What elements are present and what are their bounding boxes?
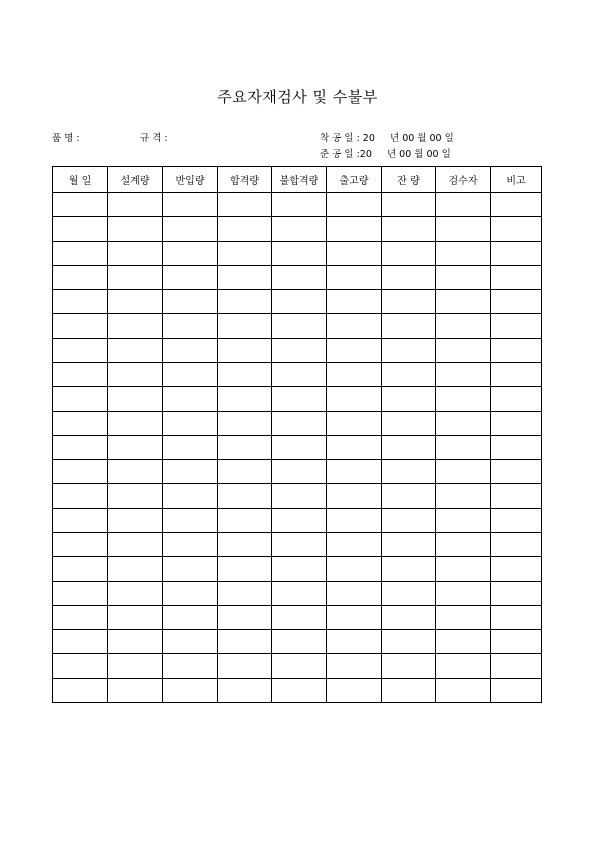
header-remaining-qty: 잔 량 xyxy=(382,167,436,193)
table-cell[interactable] xyxy=(53,411,108,435)
table-cell[interactable] xyxy=(382,338,436,362)
header-rejected-qty: 불합격량 xyxy=(272,167,327,193)
table-cell[interactable] xyxy=(53,265,108,289)
table-cell[interactable] xyxy=(272,290,327,314)
table-row xyxy=(53,460,542,484)
table-cell[interactable] xyxy=(53,484,108,508)
table-cell[interactable] xyxy=(382,605,436,629)
table-cell[interactable] xyxy=(108,411,163,435)
table-cell[interactable] xyxy=(272,338,327,362)
table-cell[interactable] xyxy=(382,265,436,289)
table-cell[interactable] xyxy=(436,314,491,338)
table-cell[interactable] xyxy=(163,508,218,532)
table-cell[interactable] xyxy=(53,557,108,581)
table-cell[interactable] xyxy=(382,290,436,314)
table-cell[interactable] xyxy=(382,678,436,702)
header-row xyxy=(53,167,542,193)
table-cell[interactable] xyxy=(218,241,272,265)
table-cell[interactable] xyxy=(327,241,382,265)
table-row xyxy=(53,265,542,289)
table-cell[interactable] xyxy=(163,557,218,581)
table-cell[interactable] xyxy=(163,241,218,265)
table-cell[interactable] xyxy=(272,581,327,605)
table-cell[interactable] xyxy=(163,411,218,435)
table-cell[interactable] xyxy=(327,387,382,411)
table-cell[interactable] xyxy=(491,508,542,532)
table-cell[interactable] xyxy=(327,678,382,702)
table-cell[interactable] xyxy=(491,411,542,435)
table-cell[interactable] xyxy=(53,581,108,605)
table-cell[interactable] xyxy=(272,411,327,435)
table-cell[interactable] xyxy=(53,314,108,338)
table-cell[interactable] xyxy=(382,630,436,654)
table-cell[interactable] xyxy=(163,484,218,508)
table-cell[interactable] xyxy=(53,460,108,484)
table-cell[interactable] xyxy=(436,387,491,411)
table-cell[interactable] xyxy=(108,630,163,654)
table-cell[interactable] xyxy=(327,460,382,484)
table-cell[interactable] xyxy=(108,338,163,362)
table-cell[interactable] xyxy=(163,362,218,386)
table-cell[interactable] xyxy=(436,193,491,217)
table-cell[interactable] xyxy=(272,314,327,338)
table-row xyxy=(53,654,542,678)
table-cell[interactable] xyxy=(163,193,218,217)
table-cell[interactable] xyxy=(108,193,163,217)
table-cell[interactable] xyxy=(491,460,542,484)
table-cell[interactable] xyxy=(327,435,382,459)
table-cell[interactable] xyxy=(436,362,491,386)
table-cell[interactable] xyxy=(382,435,436,459)
table-cell[interactable] xyxy=(108,435,163,459)
table-row xyxy=(53,532,542,556)
table-cell[interactable] xyxy=(491,338,542,362)
table-cell[interactable] xyxy=(327,532,382,556)
table-cell[interactable] xyxy=(272,532,327,556)
table-cell[interactable] xyxy=(436,265,491,289)
table-cell[interactable] xyxy=(272,217,327,241)
table-row xyxy=(53,630,542,654)
table-cell[interactable] xyxy=(53,362,108,386)
table-cell[interactable] xyxy=(218,654,272,678)
table-cell[interactable] xyxy=(382,654,436,678)
table-cell[interactable] xyxy=(108,605,163,629)
table-cell[interactable] xyxy=(491,581,542,605)
header-design-qty: 설계량 xyxy=(108,167,163,193)
table-cell[interactable] xyxy=(218,460,272,484)
table-cell[interactable] xyxy=(327,581,382,605)
table-cell[interactable] xyxy=(491,605,542,629)
table-cell[interactable] xyxy=(436,605,491,629)
table-cell[interactable] xyxy=(491,532,542,556)
table-cell[interactable] xyxy=(272,460,327,484)
table-cell[interactable] xyxy=(272,508,327,532)
table-cell[interactable] xyxy=(218,338,272,362)
table-cell[interactable] xyxy=(382,508,436,532)
table-cell[interactable] xyxy=(327,193,382,217)
table-cell[interactable] xyxy=(491,678,542,702)
table-cell[interactable] xyxy=(382,217,436,241)
table-cell[interactable] xyxy=(108,557,163,581)
table-row xyxy=(53,435,542,459)
table-cell[interactable] xyxy=(436,484,491,508)
table-cell[interactable] xyxy=(218,581,272,605)
table-cell[interactable] xyxy=(218,193,272,217)
table-cell[interactable] xyxy=(108,314,163,338)
table-cell[interactable] xyxy=(436,508,491,532)
table-cell[interactable] xyxy=(491,387,542,411)
table-cell[interactable] xyxy=(108,654,163,678)
table-row xyxy=(53,678,542,702)
table-cell[interactable] xyxy=(53,678,108,702)
table-cell[interactable] xyxy=(491,265,542,289)
table-cell[interactable] xyxy=(163,654,218,678)
table-cell[interactable] xyxy=(272,265,327,289)
table-cell[interactable] xyxy=(108,290,163,314)
table-cell[interactable] xyxy=(218,630,272,654)
table-cell[interactable] xyxy=(382,532,436,556)
table-cell[interactable] xyxy=(327,605,382,629)
table-cell[interactable] xyxy=(108,241,163,265)
table-cell[interactable] xyxy=(436,557,491,581)
table-row xyxy=(53,217,542,241)
table-cell[interactable] xyxy=(436,460,491,484)
table-cell[interactable] xyxy=(436,338,491,362)
header-shipped-qty: 출고량 xyxy=(327,167,382,193)
table-cell[interactable] xyxy=(218,362,272,386)
table-cell[interactable] xyxy=(382,362,436,386)
ledger-body xyxy=(53,193,542,703)
item-name-label: 품 명 : xyxy=(52,133,80,144)
table-cell[interactable] xyxy=(53,193,108,217)
spec-label: 규 격 : xyxy=(140,133,168,144)
table-cell[interactable] xyxy=(436,532,491,556)
table-cell[interactable] xyxy=(382,460,436,484)
table-row xyxy=(53,484,542,508)
table-cell[interactable] xyxy=(108,678,163,702)
table-cell[interactable] xyxy=(53,435,108,459)
table-cell[interactable] xyxy=(163,338,218,362)
table-cell[interactable] xyxy=(327,484,382,508)
table-cell[interactable] xyxy=(272,557,327,581)
table-cell[interactable] xyxy=(163,581,218,605)
table-cell[interactable] xyxy=(327,338,382,362)
table-row xyxy=(53,605,542,629)
table-cell[interactable] xyxy=(382,411,436,435)
table-cell[interactable] xyxy=(491,654,542,678)
table-cell[interactable] xyxy=(272,435,327,459)
table-cell[interactable] xyxy=(108,387,163,411)
table-cell[interactable] xyxy=(327,217,382,241)
table-cell[interactable] xyxy=(272,654,327,678)
table-cell[interactable] xyxy=(218,605,272,629)
table-cell[interactable] xyxy=(327,314,382,338)
table-cell[interactable] xyxy=(53,630,108,654)
table-cell[interactable] xyxy=(436,630,491,654)
table-row xyxy=(53,581,542,605)
table-cell[interactable] xyxy=(163,290,218,314)
header-inspector: 검수자 xyxy=(436,167,491,193)
table-cell[interactable] xyxy=(436,581,491,605)
table-cell[interactable] xyxy=(108,217,163,241)
table-cell[interactable] xyxy=(53,338,108,362)
header-passed-qty: 합격량 xyxy=(218,167,272,193)
table-cell[interactable] xyxy=(218,484,272,508)
table-cell[interactable] xyxy=(491,630,542,654)
table-cell[interactable] xyxy=(436,678,491,702)
document-title: 주요자재검사 및 수불부 xyxy=(217,88,378,106)
table-cell[interactable] xyxy=(53,654,108,678)
table-cell[interactable] xyxy=(53,532,108,556)
table-cell[interactable] xyxy=(218,387,272,411)
table-cell[interactable] xyxy=(163,532,218,556)
table-cell[interactable] xyxy=(108,532,163,556)
table-row xyxy=(53,411,542,435)
table-cell[interactable] xyxy=(163,460,218,484)
table-cell[interactable] xyxy=(491,193,542,217)
table-cell[interactable] xyxy=(53,508,108,532)
table-cell[interactable] xyxy=(491,241,542,265)
table-cell[interactable] xyxy=(163,605,218,629)
table-cell[interactable] xyxy=(218,314,272,338)
table-cell[interactable] xyxy=(436,217,491,241)
table-cell[interactable] xyxy=(272,605,327,629)
table-cell[interactable] xyxy=(272,193,327,217)
table-cell[interactable] xyxy=(163,435,218,459)
table-cell[interactable] xyxy=(272,241,327,265)
table-cell[interactable] xyxy=(218,508,272,532)
table-cell[interactable] xyxy=(108,508,163,532)
table-cell[interactable] xyxy=(327,557,382,581)
table-cell[interactable] xyxy=(382,241,436,265)
table-cell[interactable] xyxy=(272,678,327,702)
table-cell[interactable] xyxy=(218,678,272,702)
header-remarks: 비고 xyxy=(491,167,542,193)
table-row xyxy=(53,314,542,338)
table-cell[interactable] xyxy=(163,314,218,338)
table-cell[interactable] xyxy=(491,557,542,581)
table-cell[interactable] xyxy=(272,630,327,654)
table-cell[interactable] xyxy=(272,362,327,386)
table-cell[interactable] xyxy=(108,362,163,386)
table-cell[interactable] xyxy=(327,290,382,314)
table-cell[interactable] xyxy=(382,557,436,581)
table-cell[interactable] xyxy=(163,265,218,289)
table-cell[interactable] xyxy=(491,435,542,459)
table-cell[interactable] xyxy=(327,630,382,654)
completion-date: 준 공 일 :20 년 00 월 00 일 xyxy=(320,149,451,160)
table-cell[interactable] xyxy=(53,290,108,314)
table-cell[interactable] xyxy=(491,290,542,314)
table-cell[interactable] xyxy=(218,411,272,435)
table-cell[interactable] xyxy=(436,241,491,265)
table-cell[interactable] xyxy=(108,265,163,289)
table-row xyxy=(53,387,542,411)
table-cell[interactable] xyxy=(53,387,108,411)
table-cell[interactable] xyxy=(491,217,542,241)
start-date: 착 공 일 : 20 년 00 월 00 일 xyxy=(320,133,454,144)
table-row xyxy=(53,338,542,362)
table-cell[interactable] xyxy=(108,581,163,605)
table-cell[interactable] xyxy=(327,508,382,532)
table-cell[interactable] xyxy=(218,532,272,556)
table-cell[interactable] xyxy=(327,362,382,386)
table-cell[interactable] xyxy=(382,387,436,411)
table-cell[interactable] xyxy=(218,217,272,241)
table-cell[interactable] xyxy=(108,484,163,508)
table-cell[interactable] xyxy=(327,654,382,678)
table-cell[interactable] xyxy=(436,435,491,459)
table-cell[interactable] xyxy=(163,387,218,411)
table-row xyxy=(53,508,542,532)
table-cell[interactable] xyxy=(218,435,272,459)
table-cell[interactable] xyxy=(382,314,436,338)
table-cell[interactable] xyxy=(53,217,108,241)
table-row xyxy=(53,362,542,386)
table-cell[interactable] xyxy=(218,265,272,289)
table-row xyxy=(53,193,542,217)
table-cell[interactable] xyxy=(327,265,382,289)
table-cell[interactable] xyxy=(272,484,327,508)
table-cell[interactable] xyxy=(491,484,542,508)
table-cell[interactable] xyxy=(382,581,436,605)
table-row xyxy=(53,241,542,265)
header-received-qty: 반입량 xyxy=(163,167,218,193)
table-cell[interactable] xyxy=(491,362,542,386)
table-cell[interactable] xyxy=(382,193,436,217)
table-cell[interactable] xyxy=(491,314,542,338)
table-cell[interactable] xyxy=(436,411,491,435)
table-cell[interactable] xyxy=(218,290,272,314)
table-cell[interactable] xyxy=(436,290,491,314)
table-cell[interactable] xyxy=(163,678,218,702)
table-cell[interactable] xyxy=(53,241,108,265)
table-cell[interactable] xyxy=(53,605,108,629)
header-date: 월 일 xyxy=(53,167,108,193)
table-cell[interactable] xyxy=(382,484,436,508)
table-cell[interactable] xyxy=(163,630,218,654)
table-cell[interactable] xyxy=(218,557,272,581)
table-cell[interactable] xyxy=(327,411,382,435)
table-row xyxy=(53,557,542,581)
table-cell[interactable] xyxy=(108,460,163,484)
ledger-table xyxy=(52,166,542,703)
table-cell[interactable] xyxy=(272,387,327,411)
table-cell[interactable] xyxy=(436,654,491,678)
table-cell[interactable] xyxy=(163,217,218,241)
table-row xyxy=(53,290,542,314)
